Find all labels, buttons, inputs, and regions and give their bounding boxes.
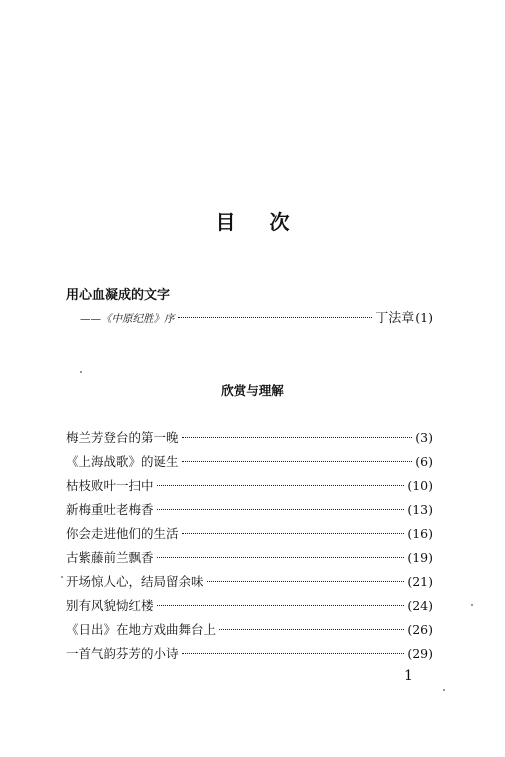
intro-heading: 用心血凝成的文字 <box>66 288 171 303</box>
scan-speck <box>61 576 63 578</box>
entry-title: 《上海战歌》的诞生 <box>66 454 179 469</box>
toc-entry[interactable] <box>66 572 433 590</box>
toc-entry[interactable] <box>66 476 433 494</box>
dot-leader <box>157 605 405 606</box>
toc-entry[interactable] <box>66 452 433 470</box>
entry-page: (19) <box>407 550 433 565</box>
dot-leader <box>157 557 405 558</box>
page-number: 1 <box>404 668 413 684</box>
entry-title: 《中原纪胜》序 <box>101 313 175 325</box>
entry-title: 《日出》在地方戏曲舞台上 <box>66 622 217 637</box>
entry-page: (6) <box>415 454 433 469</box>
toc-entry[interactable] <box>66 428 433 446</box>
dot-leader <box>178 317 373 318</box>
toc-entry[interactable] <box>66 596 433 614</box>
entry-title: 枯枝败叶一扫中 <box>66 478 154 493</box>
entry-page: (3) <box>415 430 433 445</box>
dot-leader <box>207 581 405 582</box>
toc-entry[interactable] <box>66 548 433 566</box>
toc-entry-preface[interactable] <box>80 307 433 325</box>
toc-entry[interactable] <box>66 620 433 638</box>
scan-speck <box>471 604 473 606</box>
dot-leader <box>157 485 405 486</box>
dot-leader <box>182 437 413 438</box>
dot-leader <box>182 653 405 654</box>
entry-page: (10) <box>407 478 433 493</box>
entry-page: (16) <box>407 526 433 541</box>
dot-leader <box>182 461 413 462</box>
entry-title: 开场惊人心，结局留余味 <box>66 574 204 589</box>
entry-page: (26) <box>407 622 433 637</box>
dot-leader <box>219 629 404 630</box>
page-title <box>0 206 505 235</box>
dot-leader <box>182 533 405 534</box>
title-char-2: 次 <box>269 210 290 234</box>
toc-entry[interactable] <box>66 500 433 518</box>
entry-page: (13) <box>407 502 433 517</box>
entry-dash: —— <box>80 313 101 325</box>
section-heading: 欣赏与理解 <box>221 383 284 398</box>
entry-title: 别有风貌恸红楼 <box>66 598 154 613</box>
entry-author: 丁法章 <box>375 311 415 326</box>
entry-title: 梅兰芳登台的第一晚 <box>66 430 179 445</box>
toc-entry[interactable] <box>66 524 433 542</box>
dot-leader <box>157 509 405 510</box>
title-char-1: 目 <box>215 210 236 234</box>
scan-speck <box>80 371 82 373</box>
entry-title: 你会走进他们的生活 <box>66 526 179 541</box>
entry-page: (24) <box>407 598 433 613</box>
entry-title: 古紫藤前兰飘香 <box>66 550 154 565</box>
toc-entry[interactable] <box>66 644 433 662</box>
scan-speck <box>443 689 445 691</box>
entry-page: (1) <box>415 310 433 325</box>
entry-page: (29) <box>407 646 433 661</box>
entry-title: 一首气韵芬芳的小诗 <box>66 646 179 661</box>
entry-title: 新梅重吐老梅香 <box>66 502 154 517</box>
entry-page: (21) <box>407 574 433 589</box>
